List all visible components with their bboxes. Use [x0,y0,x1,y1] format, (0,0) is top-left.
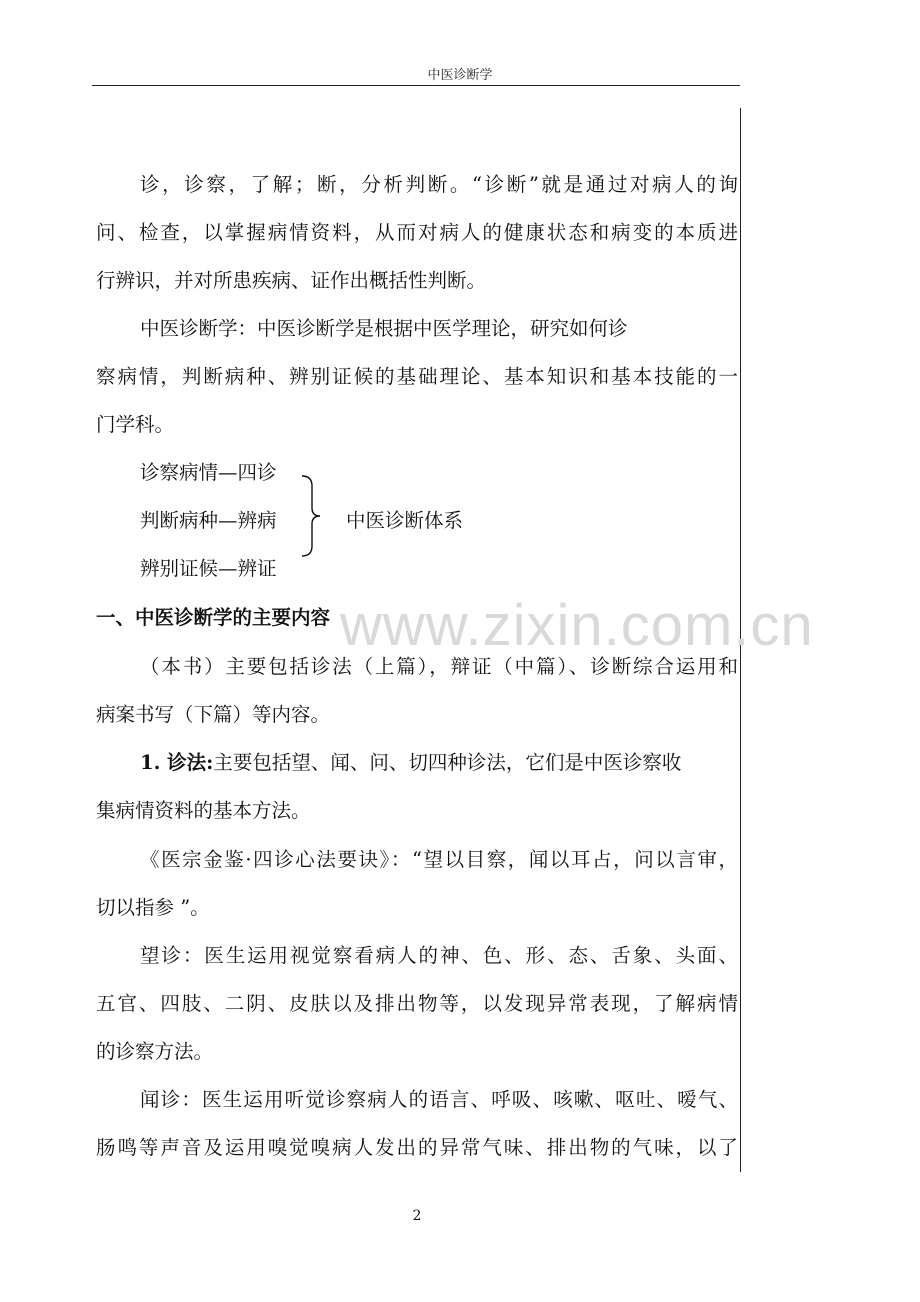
system-item: 诊察病情—四诊 [140,461,277,484]
text-line: 的诊察方法。 [96,1040,214,1063]
text-line: 诊，诊察，了解；断，分析判断。“诊断”就是通过对病人的询 [140,173,738,196]
text-line: 《医宗金鉴·四诊心法要诀》：“望以目察，闻以耳占，问以言审， [140,848,738,871]
paragraph-line-wrap [96,1088,738,1112]
paragraph-line-wrap [96,992,738,1016]
text-line: 行辨识，并对所患疾病、证作出概括性判断。 [96,269,487,292]
text-line: 切以指参 ”。 [96,896,210,919]
section-heading: 一、中医诊断学的主要内容 [96,606,331,629]
text-line: 闻诊：医生运用听觉诊察病人的语言、呼吸、咳嗽、呕吐、嗳气、 [140,1088,738,1111]
text-line: 集病情资料的基本方法。 [96,799,311,822]
paragraph-line-wrap [96,365,738,389]
paragraph-line-wrap [96,221,738,245]
right-brace-icon [300,474,324,558]
bold-lead: 1. 诊法: [140,751,214,774]
paragraph-zhenfa [140,751,681,775]
text-line: （本书）主要包括诊法（上篇），辩证（中篇）、诊断综合运用和 [140,655,738,678]
text-line: 望诊：医生运用视觉察看病人的神、色、形、态、舌象、头面、 [140,944,738,967]
system-item: 判断病种—辨病 [140,509,277,532]
paragraph-line-wrap [96,944,738,968]
text-line: 察病情，判断病种、辨别证候的基础理论、基本知识和基本技能的一 [96,365,738,388]
text-line: 主要包括望、闻、问、切四种诊法，它们是中医诊察收 [213,751,682,774]
paragraph-definition-diagnosis [96,173,738,197]
page-header-title: 中医诊断学 [427,68,493,83]
text-line: 五官、四肢、二阴、皮肤以及排出物等，以发现异常表现，了解病情 [96,992,738,1015]
system-label: 中医诊断体系 [346,509,464,532]
paragraph-line-wrap [96,655,738,679]
text-line: 问、检查，以掌握病情资料，从而对病人的健康状态和病变的本质进 [96,221,738,244]
text-line: 中医诊断学：中医诊断学是根据中医学理论，研究如何诊 [140,317,628,340]
text-line: 病案书写（下篇）等内容。 [96,703,331,726]
header-rule [92,85,740,86]
text-line: 肠鸣等声音及运用嗅觉嗅病人发出的异常气味、排出物的气味，以了 [96,1136,738,1159]
paragraph-line-wrap [96,848,738,872]
page-number: 2 [412,1208,422,1224]
text-line: 门学科。 [96,413,175,436]
paragraph-line-wrap [96,1136,738,1160]
system-item: 辨别证候—辨证 [140,557,277,580]
watermark: www.zixin.com.cn [340,593,814,658]
